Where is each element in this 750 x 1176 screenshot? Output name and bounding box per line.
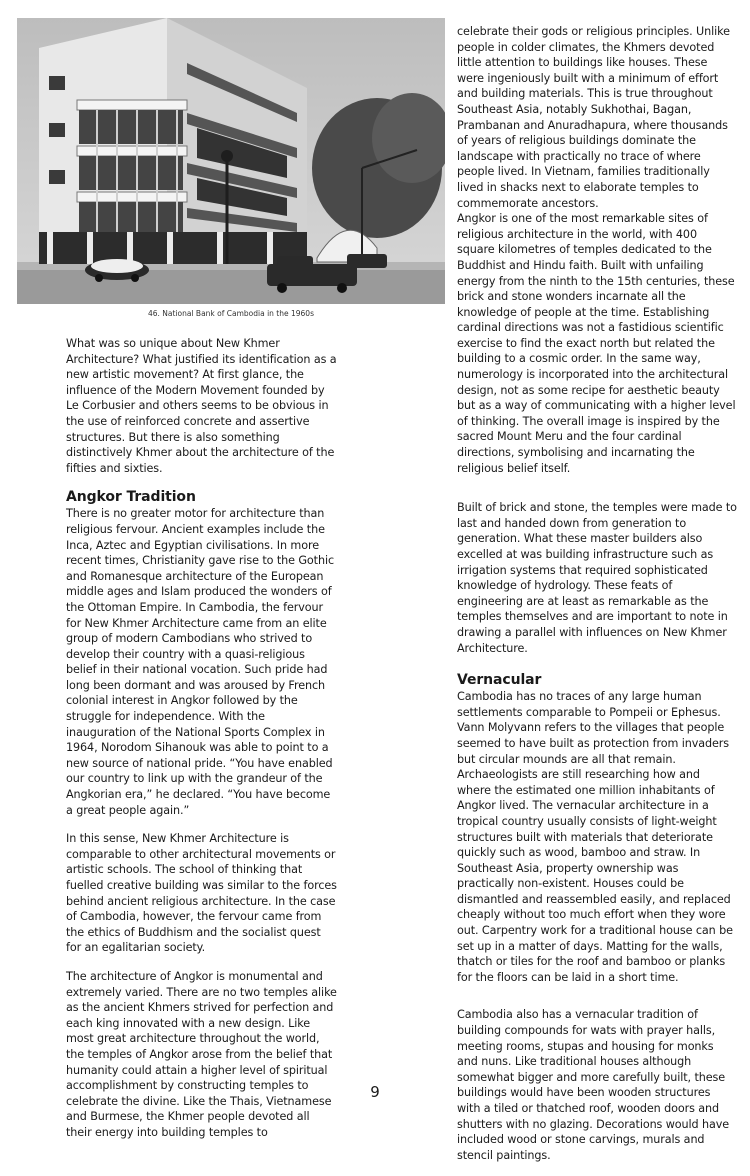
left-column: [66, 336, 338, 1154]
body-paragraph: Angkor is one of the most remarkable sites of religious architecture in the world, with 400 square kilometres of temples dedicated to the Buddhist and Hindu faith. Built with unfailing energy from the ninth to the 15th centuries, these brick and stone wonders incarnate all the knowledge of people at the time. Establishing cardinal directions was not a fastidious scientific exercise to find the exact north but related the building to a cosmic order. In the same way, numerology is incorporated into the architectural design, not as some recipe for aesthetic beauty but as a way of communicating with a higher level of thinking. The overall image is inspired by the sacred Mount Meru and the four cardinal directions, symbolising and incarnating the religious belief itself.: [457, 212, 736, 475]
section-heading-angkor-tradition: Angkor Tradition: [66, 489, 196, 506]
body-paragraph: celebrate their gods or religious principles. Unlike people in colder climates, the Khmers devoted little attention to buildings like houses. These were ingeniously built with a minimum of effort and building materials. This is true throughout Southeast Asia, notably Sukhothai, Bagan, Prambanan and Anuradhapura, where thousands of years of religious buildings dominate the landscape with practically no trace of where people lived. In Vietnam, families traditionally lived in shacks next to elaborate temples to commemorate ancestors.: [457, 25, 730, 210]
body-paragraph: There is no greater motor for architecture than religious fervour. Ancient examples include the Inca, Aztec and Egyptian civilisations. In more recent times, Christianity gave rise to the Gothic and Romanesque architecture of the European middle ages and Islam produced the wonders of the Ottoman Empire. In Cambodia, the fervour for New Khmer Architecture came from an elite group of modern Cambodians who strived to develop their country with a quasi-religious belief in their national vocation. Such pride had long been dormant and was aroused by French colonial interest in Angkor followed by the struggle for independence. With the inauguration of the National Sports Complex in 1964, Norodom Sihanouk was able to point to a new source of national pride. “You have enabled our country to link up with the grandeur of the Angkorian era,” he declared. “You have become a great people again.”: [66, 507, 335, 817]
building-photo: [17, 18, 445, 304]
right-column: [457, 24, 737, 1176]
body-paragraph: Built of brick and stone, the temples were made to last and handed down from generation to generation. What these master builders also excelled at was building infrastructure such as irrigation systems that required sophisticated knowledge of hydrology. These feats of engineering are at least as remarkable as the temples themselves and are important to note in drawing a parallel with influences on New Khmer Architecture.: [457, 501, 737, 655]
section-heading-vernacular: Vernacular: [457, 672, 542, 689]
body-paragraph: Cambodia also has a vernacular tradition of building compounds for wats with prayer halls, meeting rooms, stupas and housing for monks and nuns. Like traditional houses although somewhat bigger and more carefully built, these buildings would have been wooden structures with a tiled or thatched roof, wooden doors and shutters with no glazing. Decorations would have included wood or stone carvings, murals and stencil paintings.: [457, 1008, 730, 1162]
page-number: 9: [370, 1083, 380, 1101]
body-paragraph: Cambodia has no traces of any large human settlements comparable to Pompeii or Ephesus. Vann Molyvann refers to the villages that people seemed to have built as protection from invaders but circular mounds are all that remain. Archaeologists are still researching how and where the estimated one million inhabitants of Angkor lived. The vernacular architecture in a tropical country usually consists of light-weight structures built with materials that deteriorate quickly such as wood, bamboo and straw. In Southeast Asia, property ownership was practically non-existent. Houses could be dismantled and reassembled easily, and replaced cheaply without too much effort when they wore out. Carpentry work for a traditional house can be set up in a matter of days. Matting for the walls, thatch or tiles for the roof and bamboo or planks for the floors can be laid in a short time.: [457, 690, 733, 984]
figure-caption: 46. National Bank of Cambodia in the 1960s: [147, 309, 314, 318]
intro-paragraph: What was so unique about New Khmer Architecture? What justified its identification as a new artistic movement? At first glance, the influence of the Modern Movement founded by Le Corbusier and others seems to be obvious in the use of reinforced concrete and assertive structures. But there is also something distinctively Khmer about the architecture of the fifties and sixties.: [66, 337, 337, 475]
body-paragraph: In this sense, New Khmer Architecture is comparable to other architectural movements or artistic schools. The school of thinking that fuelled creative building was similar to the forces behind ancient religious architecture. In the case of Cambodia, however, the fervour came from the ethics of Buddhism and the socialist quest for an egalitarian society.: [66, 832, 337, 955]
body-paragraph: The architecture of Angkor is monumental and extremely varied. There are no two temples alike as the ancient Khmers strived for perfection and each king innovated with a new design. Like most great architecture throughout the world, the temples of Angkor arose from the belief that humanity could attain a higher level of spiritual accomplishment by constructing temples to celebrate the divine. Like the Thais, Vietnamese and Burmese, the Khmer people devoted all their energy into building temples to: [66, 969, 337, 1139]
national-bank-photo-illustration: [17, 18, 445, 304]
